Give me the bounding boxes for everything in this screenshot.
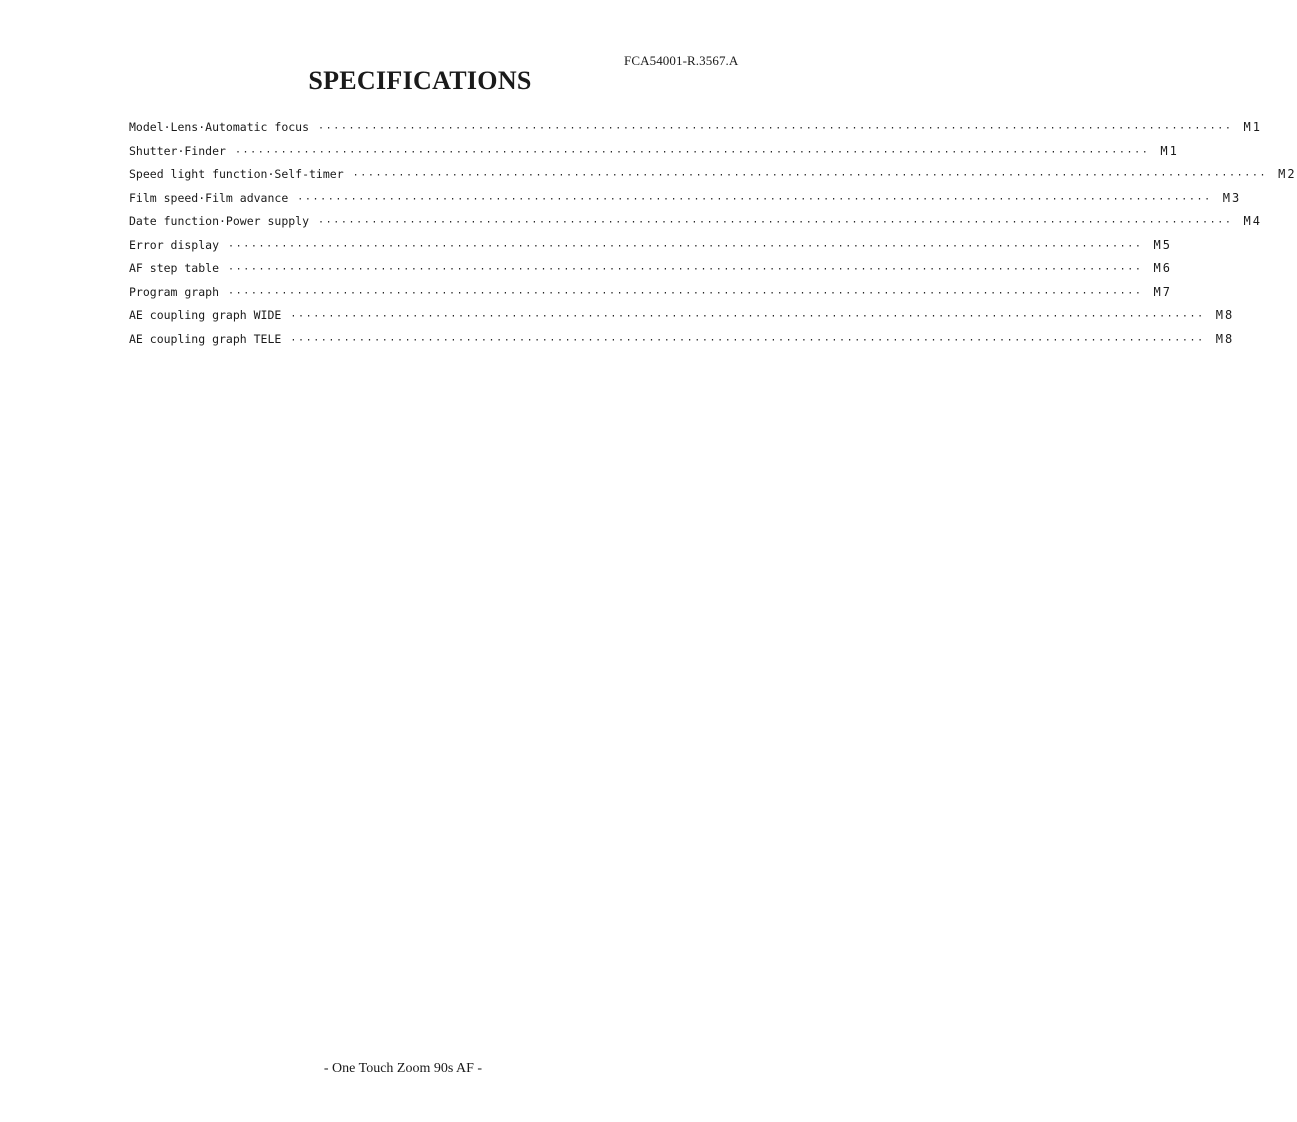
toc-entry-page: M1: [1243, 120, 1262, 134]
toc-entry[interactable]: [129, 116, 1262, 140]
toc-entry[interactable]: [129, 257, 1172, 281]
toc-entry[interactable]: [129, 281, 1172, 305]
toc-entry-label: Model·Lens·Automatic focus: [129, 120, 310, 134]
toc-entry-label: Program graph: [129, 284, 220, 299]
page-footer: - One Touch Zoom 90s AF -: [323, 1061, 483, 1076]
toc-entry[interactable]: [129, 234, 1172, 258]
toc-entry-page: M8: [1215, 308, 1235, 322]
toc-entry-label: Speed light function·Self-timer: [129, 167, 344, 181]
toc-leader-dots: ························································································································: [228, 264, 1143, 275]
toc-entry-page: M2: [1278, 167, 1297, 181]
toc-leader-dots: ························································································································: [318, 123, 1233, 134]
toc-leader-dots: ························································································································: [234, 146, 1150, 158]
toc-entry[interactable]: [129, 140, 1179, 164]
toc-entry-page: M5: [1153, 237, 1172, 252]
toc-leader-dots: ························································································································: [228, 240, 1143, 252]
toc-entry-label: AE coupling graph TELE: [129, 331, 282, 346]
toc-leader-dots: ························································································································: [228, 287, 1143, 299]
toc-entry[interactable]: [129, 187, 1242, 211]
toc-entry-page: M6: [1153, 261, 1172, 275]
table-of-contents: [129, 116, 1297, 351]
toc-entry-page: M4: [1243, 214, 1262, 228]
toc-entry-label: Film speed·Film advance: [129, 190, 289, 205]
toc-leader-dots: ························································································································: [297, 193, 1212, 205]
toc-leader-dots: ························································································································: [318, 217, 1233, 228]
toc-entry[interactable]: [129, 163, 1297, 187]
toc-entry-page: M7: [1153, 284, 1172, 299]
toc-entry-page: M3: [1222, 190, 1242, 205]
toc-leader-dots: ························································································································: [290, 311, 1205, 322]
toc-entry-page: M8: [1215, 331, 1235, 346]
toc-entry-label: Shutter·Finder: [129, 143, 226, 158]
toc-entry[interactable]: [129, 328, 1235, 352]
document-code: FCA54001-R.3567.A: [624, 53, 739, 68]
toc-entry-label: AF step table: [129, 261, 220, 275]
toc-entry[interactable]: [129, 304, 1235, 328]
toc-leader-dots: ························································································································: [352, 170, 1268, 181]
toc-entry-page: M1: [1160, 143, 1179, 158]
toc-entry-label: Date function·Power supply: [129, 214, 310, 228]
toc-entry[interactable]: [129, 210, 1262, 234]
toc-entry-label: AE coupling graph WIDE: [129, 308, 282, 322]
toc-entry-label: Error display: [129, 237, 220, 252]
toc-leader-dots: ························································································································: [290, 334, 1205, 346]
page-title: SPECIFICATIONS: [308, 66, 532, 95]
